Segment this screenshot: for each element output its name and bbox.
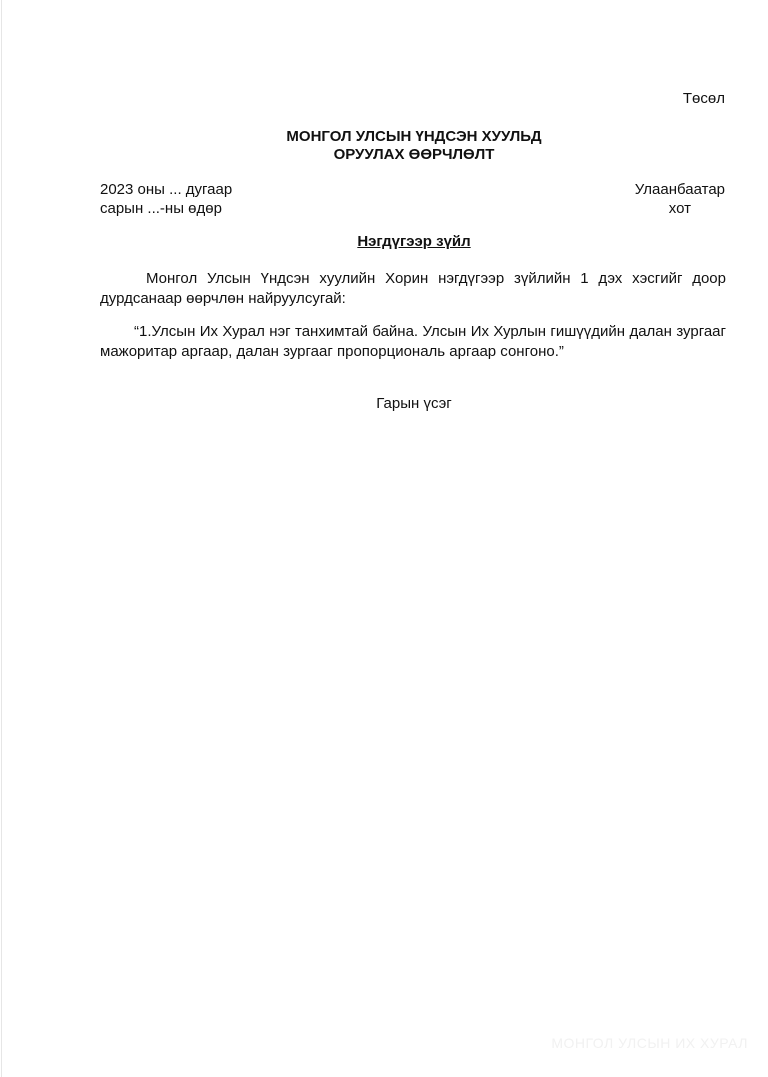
place-block [635,180,725,218]
document-title-line-1: МОНГОЛ УЛСЫН ҮНДСЭН ХУУЛЬД [286,128,542,145]
date-block [100,180,232,218]
body-paragraph-1: Монгол Улсын Үндсэн хуулийн Хорин нэгдүгээр зүйлийн 1 дэх хэсгийг доор дурдсанаар өөрчлөн найруулсугай: [100,270,726,307]
place-line-1: Улаанбаатар [634,181,725,198]
body-paragraph-2: “1.Улсын Их Хурал нэг танхимтай байна. Улсын Их Хурлын гишүүдийн далан зургааг мажоритар аргаар, далан зургааг пропорциональ аргаар сонгоно.” [100,323,726,360]
draft-label: Төсөл [682,90,725,107]
document-title-line-2: ОРУУЛАХ ӨӨРЧЛӨЛТ [333,146,495,163]
watermark-text: МОНГОЛ УЛСЫН ИХ ХУРАЛ [551,1035,748,1051]
date-line-2: сарын ...-ны өдөр [100,200,222,217]
place-line-2: хот [668,200,691,217]
signature-line: Гарын үсэг [376,395,452,412]
article-heading: Нэгдүгээр зүйл [357,233,471,250]
date-line-1: 2023 оны ... дугаар [100,181,233,198]
page-edge-divider [1,0,2,1077]
